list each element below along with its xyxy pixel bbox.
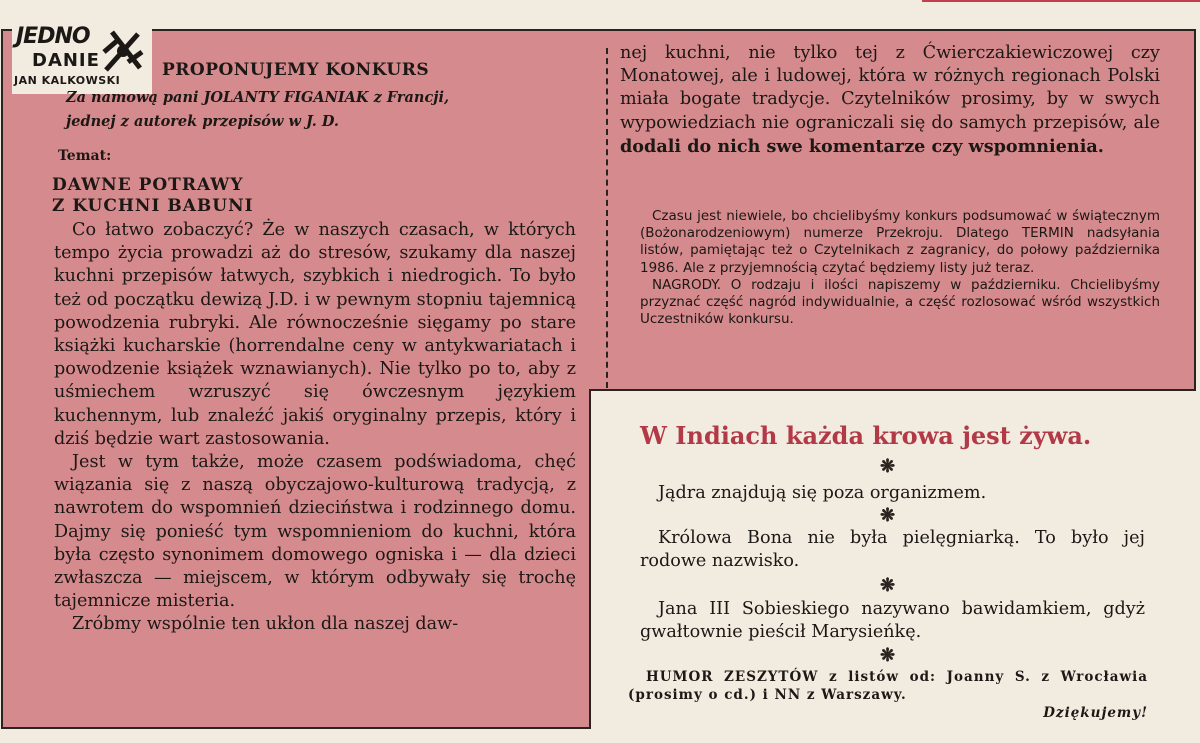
continued-bold-text: dodali do nich swe komentarze czy wspomnienia. <box>620 135 1104 157</box>
humor-item-1: Jądra znajdują się poza organizmem. <box>658 483 987 503</box>
article-heading: PROPONUJEMY KONKURS <box>162 60 430 80</box>
humor-title: W Indiach każda krowa jest żywa. <box>640 421 1092 450</box>
star-separator-1: ❋ <box>880 456 896 477</box>
title-line1: DAWNE POTRAWY <box>52 175 244 195</box>
logo-line2: DANIE <box>32 50 100 71</box>
deadline-paragraph: Czasu jest niewiele, bo chcielibyśmy konkurs podsumować w świątecznym (Bożonarodzeniowym) numerze Przekroju. Dlatego TERMIN nadsyłania listów, pamiętając też o Czytelnikach z zagranicy, do połowy października 1986. Ale z przyjemnością czytać będziemy listy już teraz. <box>640 208 1160 276</box>
star-separator-2: ❋ <box>880 505 896 526</box>
thanks-text: Dziękujemy! <box>1043 705 1148 721</box>
continued-text: nej kuchni, nie tylko tej z Ćwierczakiewiczowej czy Monatowej, ale i ludowej, która w różnych regionach Polski miała bogate tradycje. Czytelników prosimy, by w swych wypowiedziach nie ograniczali się do samych przepisów, ale <box>620 43 1160 133</box>
contest-details <box>640 208 1160 328</box>
paragraph-1: Co łatwo zobaczyć? Że w naszych czasach, w których tempo życia prowadzi aż do stresów, szukamy dla naszej kuchni przepisów łatwych, szybkich i niedrogich. To było też od początku dewizą J.D. i w pewnym stopniu tajemnicą powodzenia rubryki. Ale równocześnie sięgamy po stare książki kucharskie (horrendalne ceny w antykwariatach i powodzenie książek wznawianych). Nie tylko po to, aby z uśmiechem wzruszyć się ówczesnym językiem kuchennym, lub znaleźć jakiś oryginalny przepis, który i dziś będzie wart zastosowania. <box>54 220 576 449</box>
article-right-column <box>620 42 1160 159</box>
prizes-paragraph: NAGRODY. O rodzaju i ilości napiszemy w październiku. Chcielibyśmy przyznać część nagród indywidualnie, a część rozlosować wśród wszystkich Uczestników konkursu. <box>640 276 1160 328</box>
article-left-column <box>54 219 576 637</box>
article-header <box>58 60 578 80</box>
column-logo <box>12 22 152 94</box>
paragraph-2: Jest w tym także, może czasem podświadoma, chęć wiązania się z naszą obyczajowo-kulturową tradycją, z nawrotem do wspomnień dzieciństwa i rodzinnego domu. Dajmy się ponieść tym wspomnieniom do kuchni, która była często synonimem domowego ogniska i — dla dzieci zwłaszcza — miejscem, w którym odbywały się trochę tajemnicze misteria. <box>54 452 576 612</box>
logo-author: JAN KALKOWSKI <box>14 74 121 87</box>
column-divider <box>606 48 608 388</box>
logo-line1: JEDNO <box>16 24 90 49</box>
humor-item-2: Królowa Bona nie była pielęgniarką. To było jej rodowe nazwisko. <box>640 528 1145 571</box>
article-title <box>52 175 352 217</box>
star-separator-4: ❋ <box>880 645 896 666</box>
article-intro <box>66 86 566 134</box>
paragraph-continued <box>620 42 1160 159</box>
intro-line1: Za namową pani JOLANTY FIGANIAK z Francji, <box>66 89 450 106</box>
paragraph-3: Zróbmy wspólnie ten ukłon dla naszej daw- <box>72 614 459 635</box>
title-line2: Z KUCHNI BABUNI <box>52 196 254 216</box>
topic-label: Temat: <box>58 148 112 164</box>
intro-line2: jednej z autorek przepisów w J. D. <box>66 113 339 130</box>
star-separator-3: ❋ <box>880 575 896 596</box>
credit-text: HUMOR ZESZYTÓW z listów od: Joanny S. z Wrocławia (prosimy o cd.) i NN z Warszawy. <box>628 669 1148 703</box>
humor-credit <box>628 668 1148 722</box>
humor-item-3: Jana III Sobieskiego nazywano bawidamkiem, gdyż gwałtownie pieścił Marysieńkę. <box>640 599 1145 642</box>
